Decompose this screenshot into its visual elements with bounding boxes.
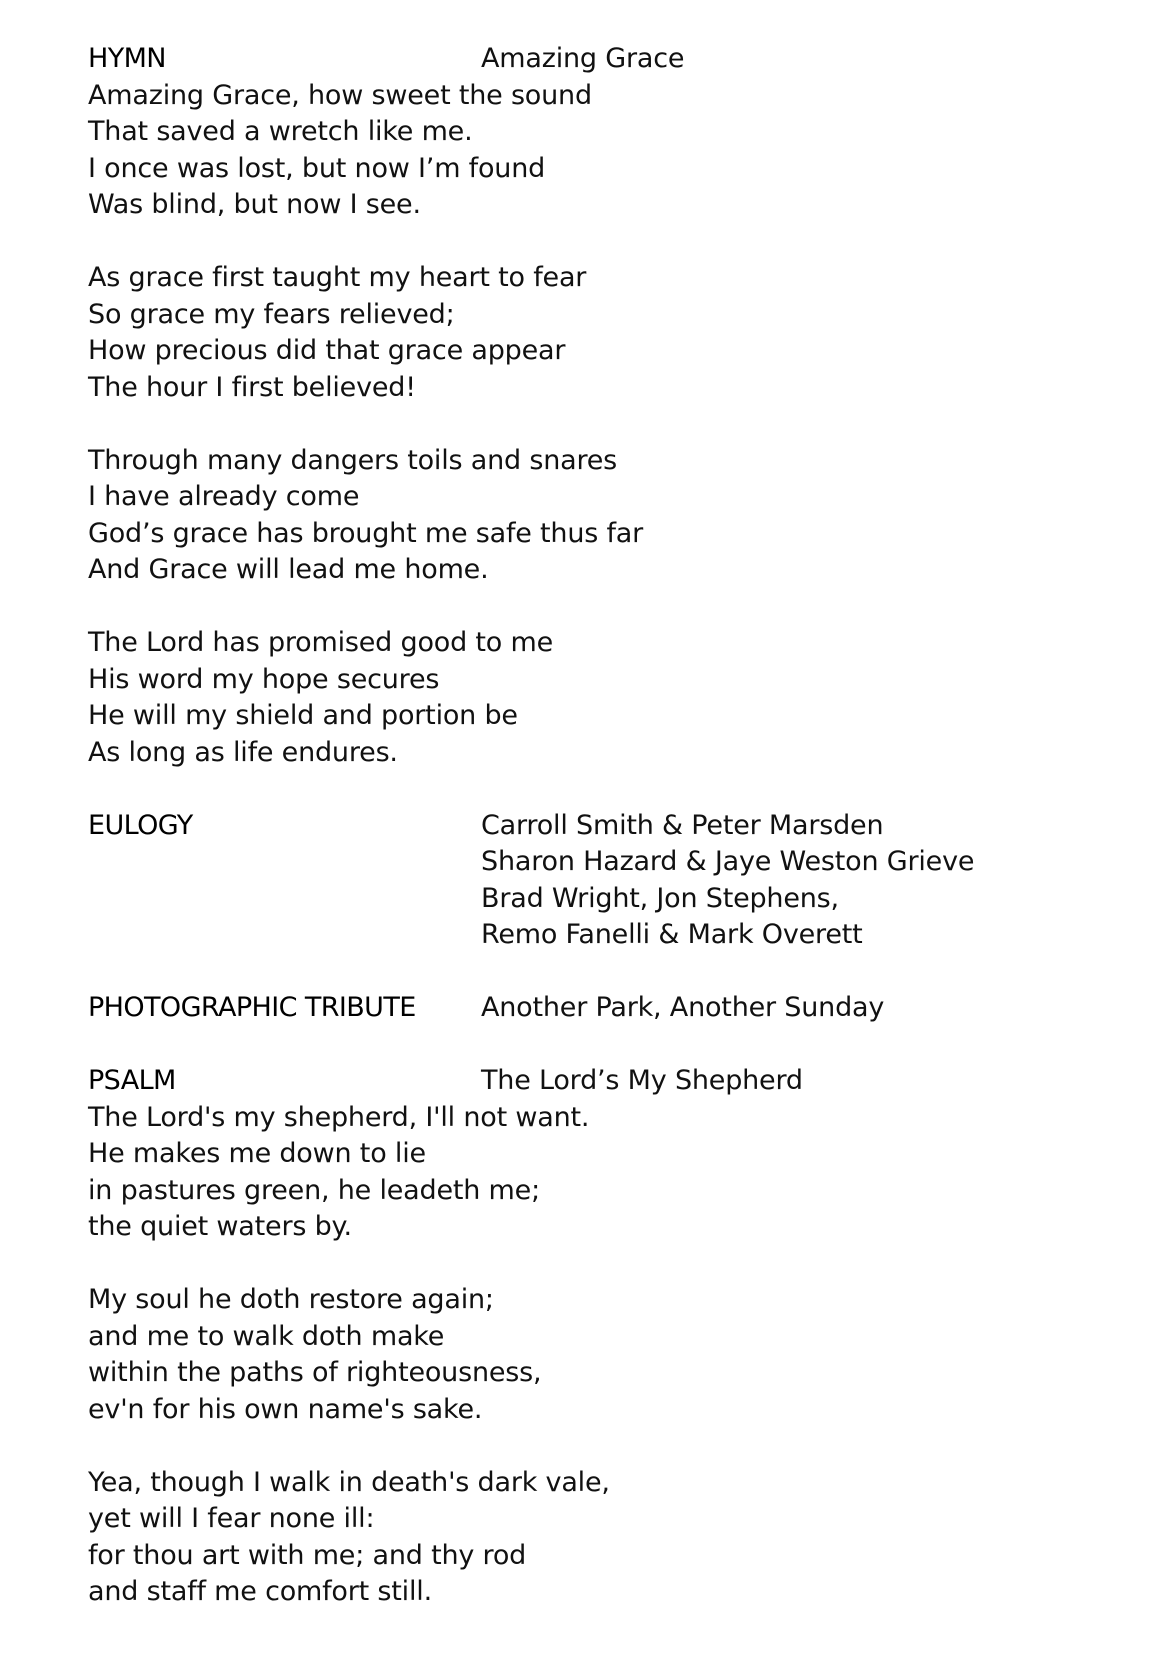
verse-line: His word my hope secures	[88, 663, 440, 695]
verse-line: yet will I fear none ill:	[88, 1503, 375, 1534]
verse-line: The Lord's my shepherd, I'll not want.	[88, 1101, 590, 1133]
verse-line: He will my shield and portion be	[88, 700, 518, 731]
eulogy-label: EULOGY	[88, 809, 193, 841]
tribute-title: Another Park, Another Sunday	[481, 992, 885, 1023]
psalm-verse-1	[88, 1100, 1108, 1246]
verse-line: The hour I first believed!	[88, 371, 416, 403]
verse-line: within the paths of righteousness,	[88, 1357, 542, 1388]
verse-line: and staff me comfort still.	[88, 1576, 432, 1607]
verse-line: Amazing Grace, how sweet the sound	[88, 79, 592, 111]
verse-line: I have already come	[88, 481, 360, 512]
verse-line: As grace first taught my heart to fear	[88, 262, 587, 293]
verse-line: He makes me down to lie	[88, 1138, 426, 1169]
psalm-section	[88, 1063, 1108, 1611]
hymn-section	[88, 41, 1108, 771]
verse-line: for thou art with me; and thy rod	[88, 1539, 527, 1571]
order-of-service-page	[88, 41, 1108, 1611]
verse-line: That saved a wretch like me.	[88, 116, 473, 147]
eulogy-speakers	[481, 808, 1108, 954]
hymn-verse-3	[88, 443, 1108, 589]
verse-line: ev'n for his own name's sake.	[88, 1393, 483, 1425]
verse-line: God’s grace has brought me safe thus far	[88, 517, 644, 549]
psalm-heading	[88, 1063, 1108, 1100]
psalm-verse-3	[88, 1465, 1108, 1611]
verse-line: Yea, though I walk in death's dark vale,	[88, 1466, 610, 1498]
verse-line: Was blind, but now I see.	[88, 189, 421, 220]
hymn-verse-2	[88, 260, 1108, 406]
verse-line: So grace my fears relieved;	[88, 298, 455, 330]
tribute-label: PHOTOGRAPHIC TRIBUTE	[88, 992, 416, 1023]
verse-line: I once was lost, but now I’m found	[88, 152, 546, 184]
eulogy-speaker-line: Carroll Smith & Peter Marsden	[481, 809, 884, 841]
hymn-label: HYMN	[88, 43, 166, 74]
verse-line: My soul he doth restore again;	[88, 1284, 494, 1315]
hymn-verse-4	[88, 625, 1108, 771]
verse-line: As long as life endures.	[88, 736, 398, 768]
verse-line: the quiet waters by.	[88, 1211, 352, 1242]
eulogy-section	[88, 808, 1108, 954]
eulogy-speaker-line: Brad Wright, Jon Stephens,	[481, 882, 839, 914]
tribute-section	[88, 990, 1108, 1027]
hymn-heading	[88, 41, 1108, 78]
psalm-title: The Lord’s My Shepherd	[481, 1065, 803, 1096]
verse-line: And Grace will lead me home.	[88, 554, 489, 585]
verse-line: The Lord has promised good to me	[88, 627, 554, 658]
verse-line: How precious did that grace appear	[88, 335, 566, 366]
verse-line: and me to walk doth make	[88, 1320, 445, 1352]
verse-line: Through many dangers toils and snares	[88, 444, 618, 476]
hymn-verse-1	[88, 78, 1108, 224]
psalm-verse-2	[88, 1282, 1108, 1428]
hymn-title: Amazing Grace	[481, 43, 685, 74]
eulogy-speaker-line: Remo Fanelli & Mark Overett	[481, 919, 863, 950]
psalm-label: PSALM	[88, 1065, 176, 1096]
verse-line: in pastures green, he leadeth me;	[88, 1174, 540, 1206]
eulogy-speaker-line: Sharon Hazard & Jaye Weston Grieve	[481, 846, 975, 877]
